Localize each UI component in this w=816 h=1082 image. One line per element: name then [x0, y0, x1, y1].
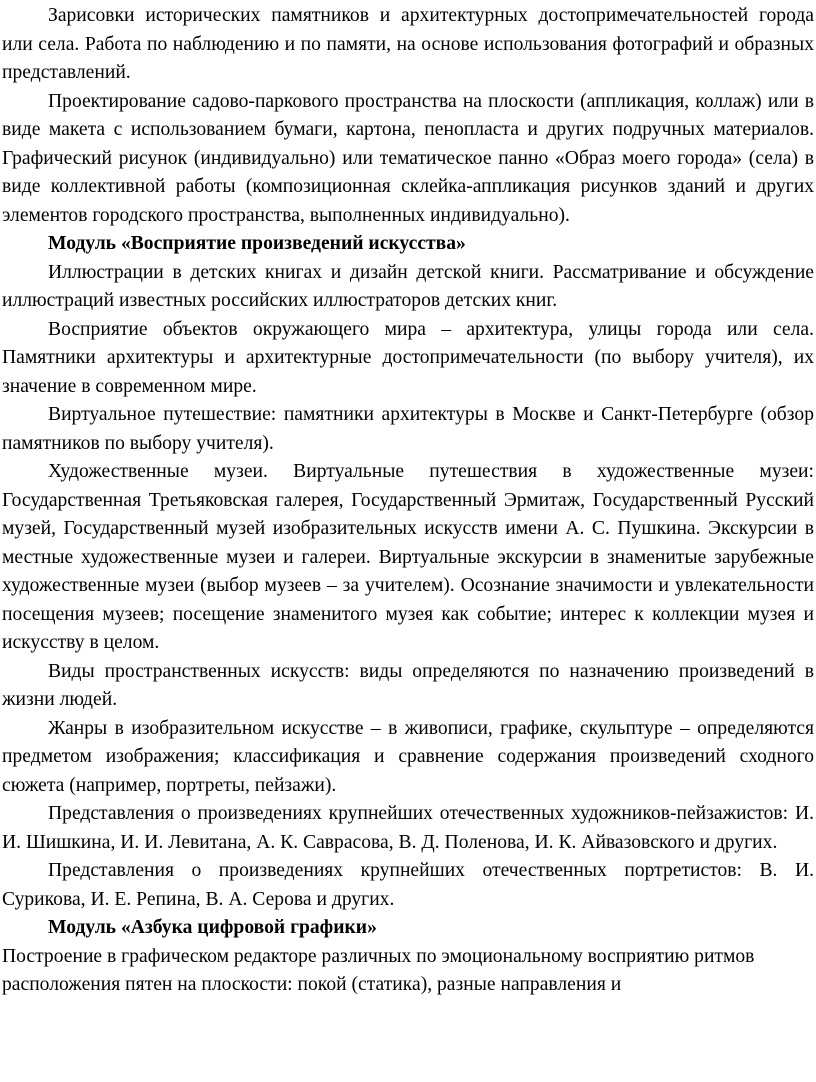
heading-module-perception: Модуль «Восприятие произведений искусства»	[48, 233, 466, 254]
heading-module-digital-graphics: Модуль «Азбука цифровой графики»	[48, 917, 377, 938]
paragraph-sketches: Зарисовки исторических памятников и архитектурных достопримечательностей города или села. Работа по наблюдению и по памяти, на основе использования фотографий и образных представлений.	[2, 5, 814, 83]
paragraph-portrait-painters: Представления о произведениях крупнейших отечественных портретистов: В. И. Сурикова, И. Е. Репина, В. А. Серова и других.	[2, 860, 814, 910]
paragraph-genres: Жанры в изобразительном искусстве – в живописи, графике, скульптуре – определяются предметом изображения; классификация и сравнение содержания произведений сходного сюжета (например, портреты, пейзажи).	[2, 717, 814, 796]
paragraph-graphic-editor: Построение в графическом редакторе различных по эмоциональному восприятию ритмов расположения пятен на плоскости: покой (статика), разные направления и	[2, 945, 755, 995]
paragraph-landscape-painters: Представления о произведениях крупнейших отечественных художников-пейзажистов: И. И. Шишкина, И. И. Левитана, А. К. Саврасова, В. Д. Поленова, И. К. Айвазовского и других.	[2, 803, 814, 853]
paragraph-museums: Художественные музеи. Виртуальные путешествия в художественные музеи: Государственная Третьяковская галерея, Государственный Эрмитаж, Государственный Русский музей, Государственный музей изобразительных искусств имени А. С. Пушкина. Экскурсии в местные художественные музеи и галереи. Виртуальные экскурсии в знаменитые зарубежные художественные музеи (выбор музеев – за учителем). Осознание значимости и увлекательности посещения музеев; посещение знаменитого музея как событие; интерес к коллекции музея и искусству в целом.	[2, 461, 814, 653]
paragraph-virtual-trip: Виртуальное путешествие: памятники архитектуры в Москве и Санкт-Петербурге (обзор памятников по выбору учителя).	[2, 404, 814, 454]
paragraph-spatial-arts: Виды пространственных искусств: виды определяются по назначению произведений в жизни людей.	[2, 660, 814, 710]
paragraph-architecture: Восприятие объектов окружающего мира – архитектура, улицы города или села. Памятники архитектуры и архитектурные достопримечательности (по выбору учителя), их значение в современном мире.	[2, 318, 814, 397]
paragraph-illustrations: Иллюстрации в детских книгах и дизайн детской книги. Рассматривание и обсуждение иллюстраций известных российских иллюстраторов детских книг.	[2, 261, 814, 311]
paragraph-garden-design: Проектирование садово-паркового пространства на плоскости (аппликация, коллаж) или в виде макета с использованием бумаги, картона, пенопласта и других подручных материалов. Графический рисунок (индивидуально) или тематическое панно «Образ моего города» (села) в виде коллективной работы (композиционная склейка-аппликация рисунков зданий и других элементов городского пространства, выполненных индивидуально).	[2, 90, 814, 226]
